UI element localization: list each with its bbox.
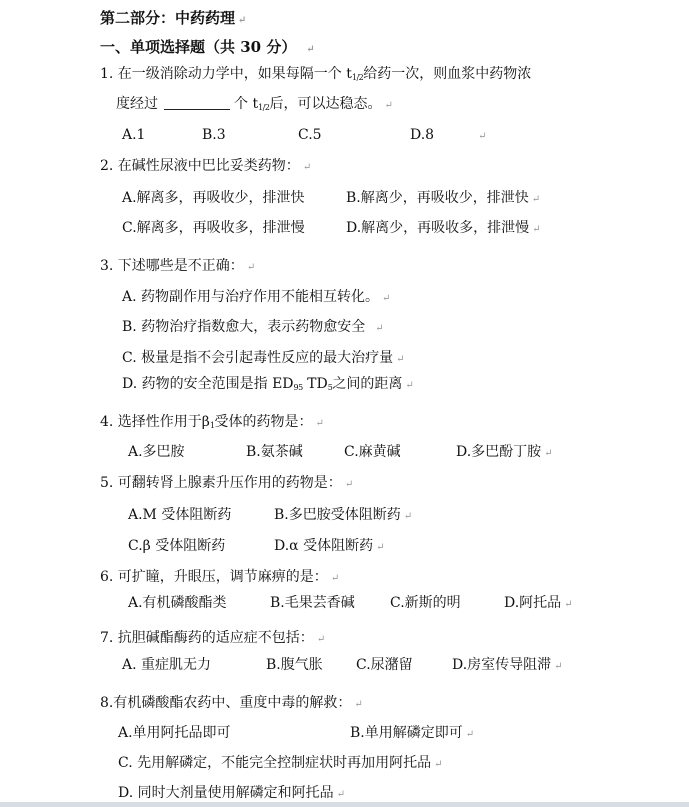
question-6-option-b: B.毛果芸香碱 xyxy=(270,595,355,611)
question-2-option-b: B.解离少，再吸收少，排泄快 ↵ xyxy=(346,190,541,206)
question-1-option-d: D.8 ↵ xyxy=(410,127,487,143)
question-8-option-d: D. 同时大剂量使用解磷定和阿托品 ↵ xyxy=(118,785,346,801)
question-1-option-c: C.5 xyxy=(298,127,322,143)
question-5-option-c: C.β 受体阻断药 xyxy=(128,538,226,554)
question-3-option-b: B. 药物治疗指数愈大，表示药物愈安全 ↵ xyxy=(122,319,384,335)
question-4-stem: 4. 选择性作用于$\beta_1$受体的药物是： ↵ xyxy=(100,414,324,430)
question-7-option-a: A. 重症肌无力 xyxy=(122,657,212,673)
question-4-option-a: A.多巴胺 xyxy=(128,444,185,460)
question-8-stem: 8.有机磷酸酯农药中、重度中毒的解救： ↵ xyxy=(100,695,363,711)
question-8-option-b: B.单用解磷定即可 ↵ xyxy=(350,725,475,741)
answer-blank[interactable] xyxy=(164,96,230,110)
question-4-option-c: C.麻黄碱 xyxy=(344,444,401,460)
question-6-option-d: D.阿托品 ↵ xyxy=(504,595,573,611)
window-bottom-edge xyxy=(0,802,689,807)
question-1-stem: 1. 在一级消除动力学中，如果每隔一个 $t_{1/2}$给药一次，则血浆中药物浓 xyxy=(100,66,532,82)
question-7-option-d: D.房室传导阻滞 ↵ xyxy=(452,657,563,673)
question-2-option-a: A.解离多，再吸收少，排泄快 xyxy=(122,190,305,206)
question-1-option-b: B.3 xyxy=(202,127,226,143)
section-title: 第二部分：中药药理 ↵ xyxy=(100,9,247,27)
question-5-stem: 5. 可翻转肾上腺素升压作用的药物是： ↵ xyxy=(100,475,354,491)
question-1-option-a: A.1 xyxy=(122,127,146,143)
question-4-option-d: D.多巴酚丁胺 ↵ xyxy=(456,444,553,460)
question-5-option-a: A.M 受体阻断药 xyxy=(128,507,232,523)
question-8-option-a: A.单用阿托品即可 xyxy=(118,725,231,741)
question-2-option-c: C.解离多，再吸收多，排泄慢 xyxy=(122,220,305,236)
question-1-stem-cont: 度经过 个 $t_{1/2}$后，可以达稳态。 ↵ xyxy=(116,96,393,112)
question-3-stem: 3. 下述哪些是不正确： ↵ xyxy=(100,258,256,274)
question-5-option-b: B.多巴胺受体阻断药 ↵ xyxy=(274,507,413,523)
question-2-stem: 2. 在碱性尿液中巴比妥类药物： ↵ xyxy=(100,158,312,174)
question-4-option-b: B.氨茶碱 xyxy=(246,444,303,460)
question-2-option-d: D.解离少，再吸收多，排泄慢 ↵ xyxy=(346,220,541,236)
question-7-option-c: C.尿潴留 xyxy=(356,657,413,673)
question-7-option-b: B.腹气胀 xyxy=(266,657,323,673)
question-8-option-c: C. 先用解磷定，不能完全控制症状时再加用阿托品 ↵ xyxy=(118,755,443,771)
question-3-option-c: C. 极量是指不会引起毒性反应的最大治疗量 ↵ xyxy=(122,350,405,366)
question-3-option-a: A. 药物副作用与治疗作用不能相互转化。 ↵ xyxy=(122,289,391,305)
question-7-stem: 7. 抗胆碱酯酶药的适应症不包括： ↵ xyxy=(100,630,326,646)
question-6-option-a: A.有机磷酸酯类 xyxy=(128,595,227,611)
question-6-stem: 6. 可扩瞳，升眼压，调节麻痹的是： ↵ xyxy=(100,569,340,585)
question-5-option-d: D.α 受体阻断药 ↵ xyxy=(274,538,385,554)
question-3-option-d: D. 药物的安全范围是指 $ED_{95}$ $TD_5$之间的距离 ↵ xyxy=(122,376,414,392)
question-6-option-c: C.新斯的明 xyxy=(390,595,461,611)
part-heading: 一、单项选择题（共 30 分） ↵ xyxy=(100,38,315,56)
